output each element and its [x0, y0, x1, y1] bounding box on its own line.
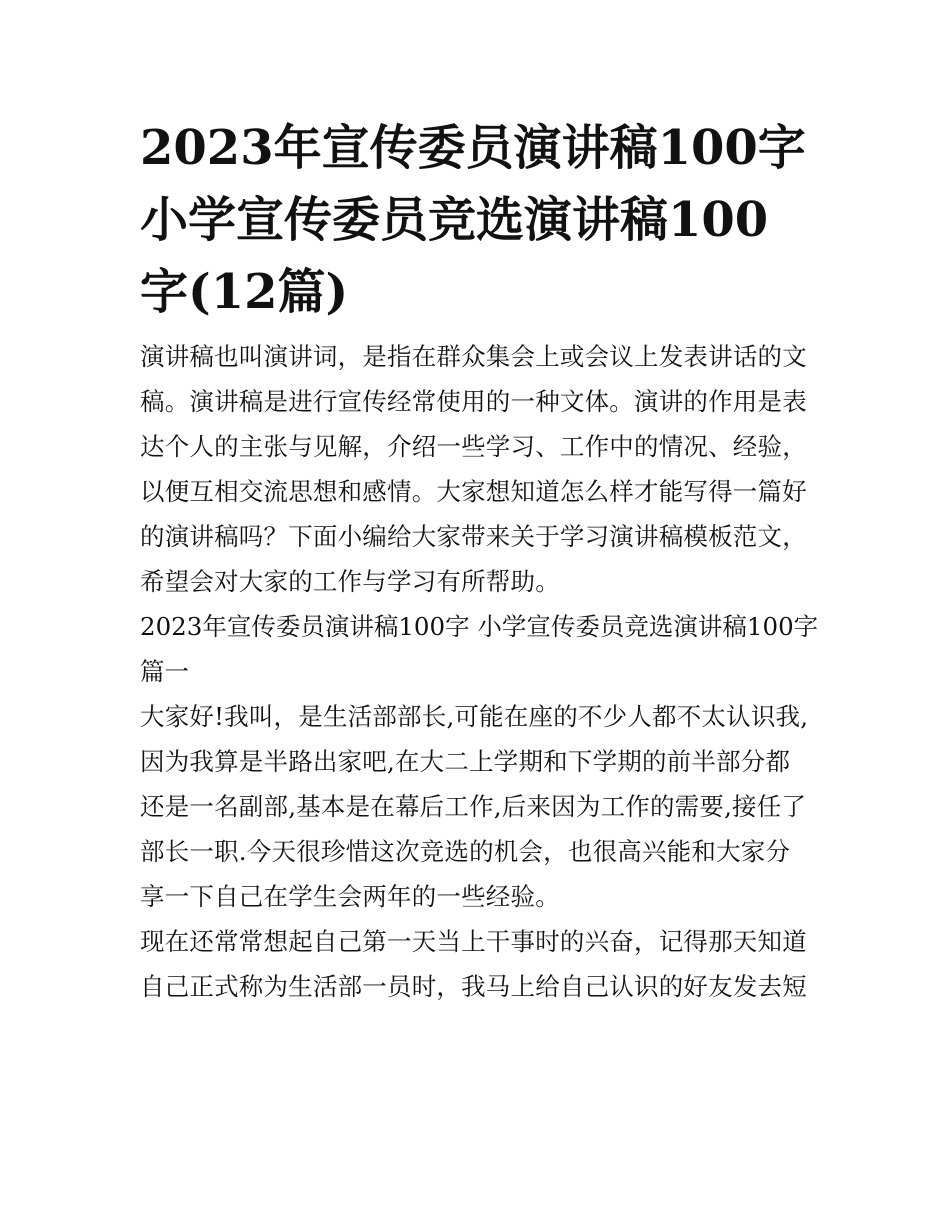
body-paragraph: [140, 919, 812, 1009]
text-line: 还是一名副部,基本是在幕后工作,后来因为工作的需要,接任了: [140, 792, 807, 821]
title-line: 字(12篇): [140, 264, 349, 320]
text-line: 因为我算是半路出家吧,在大二上学期和下学期的前半部分都: [140, 747, 791, 776]
title-line: 2023年宣传委员演讲稿100字: [140, 120, 806, 176]
text-line: 达个人的主张与见解，介绍一些学习、工作中的情况、经验，: [140, 432, 807, 461]
text-line: 篇一: [140, 657, 189, 686]
section-heading: [140, 604, 819, 694]
text-line: 现在还常常想起自己第一天当上干事时的兴奋，记得那天知道: [140, 927, 807, 956]
document-page: [140, 112, 819, 1009]
text-line: 演讲稿也叫演讲词，是指在群众集会上或会议上发表讲话的文: [140, 342, 807, 371]
text-line: 自己正式称为生活部一员时，我马上给自己认识的好友发去短: [140, 972, 807, 1001]
text-line: 2023年宣传委员演讲稿100字 小学宣传委员竞选演讲稿100字: [140, 612, 819, 641]
body-paragraph: [140, 694, 812, 919]
text-line: 部长一职.今天很珍惜这次竞选的机会，也很高兴能和大家分: [140, 837, 791, 866]
text-line: 享一下自己在学生会两年的一些经验。: [140, 882, 560, 911]
document-title: [140, 112, 812, 328]
title-line: 小学宣传委员竞选演讲稿100: [140, 192, 769, 248]
intro-paragraph: [140, 334, 812, 604]
text-line: 的演讲稿吗？下面小编给大家带来关于学习演讲稿模板范文，: [140, 522, 807, 551]
text-line: 大家好!我叫，是生活部部长,可能在座的不少人都不太认识我,: [140, 702, 809, 731]
text-line: 稿。演讲稿是进行宣传经常使用的一种文体。演讲的作用是表: [140, 387, 807, 416]
text-line: 希望会对大家的工作与学习有所帮助。: [140, 567, 560, 596]
text-line: 以便互相交流思想和感情。大家想知道怎么样才能写得一篇好: [140, 477, 807, 506]
